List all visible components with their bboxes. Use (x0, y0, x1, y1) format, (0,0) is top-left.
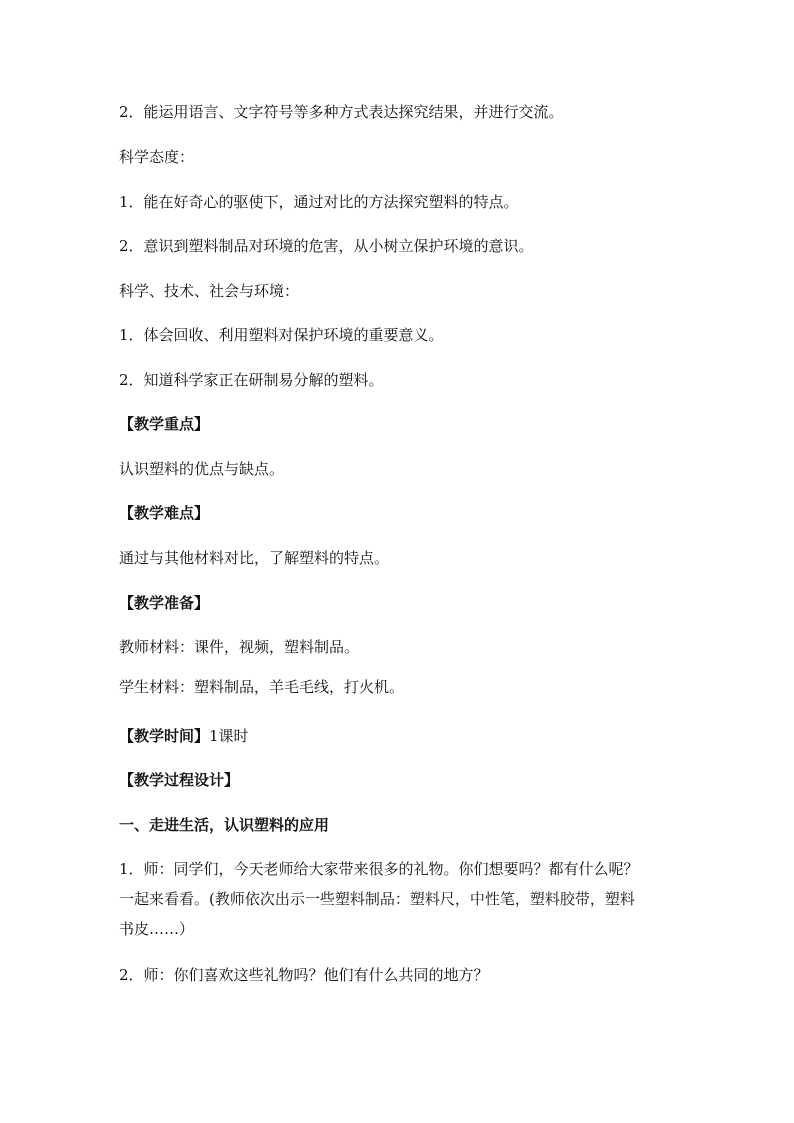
process-design-heading: 【教学过程设计】 (119, 771, 240, 789)
section-1-heading: 一、走进生活，认识塑料的应用 (119, 816, 330, 834)
section-1-item-2: 2．师：你们喜欢这些礼物吗？他们有什么共同的地方？ (119, 966, 489, 984)
stse-item-1: 1．体会回收、利用塑料对保护环境的重要意义。 (119, 326, 444, 344)
teaching-time-row (119, 725, 249, 747)
preparation-heading: 【教学准备】 (119, 594, 210, 612)
stse-heading: 科学、技术、社会与环境： (119, 282, 300, 300)
teacher-materials: 教师材料：课件，视频，塑料制品。 (119, 638, 360, 656)
key-point-text: 认识塑料的优点与缺点。 (119, 460, 285, 478)
teaching-time-heading: 【教学时间】 (119, 727, 210, 745)
student-materials: 学生材料：塑料制品，羊毛毛线，打火机。 (119, 678, 405, 696)
attitude-item-1: 1．能在好奇心的驱使下，通过对比的方法探究塑料的特点。 (119, 193, 519, 211)
teaching-time-value: 1课时 (209, 727, 249, 745)
difficult-point-text: 通过与其他材料对比，了解塑料的特点。 (119, 549, 390, 567)
attitude-item-2: 2．意识到塑料制品对环境的危害，从小树立保护环境的意识。 (119, 237, 534, 255)
section-1-item-1-line-1: 1．师：同学们，今天老师给大家带来很多的礼物。你们想要吗？都有什么呢？ (119, 860, 639, 878)
stse-item-2: 2．知道科学家正在研制易分解的塑料。 (119, 371, 384, 389)
objective-expression-line: 2．能运用语言、文字符号等多种方式表达探究结果，并进行交流。 (119, 103, 564, 121)
key-point-heading: 【教学重点】 (119, 415, 210, 433)
section-1-item-1-line-3: 书皮……） (119, 920, 195, 938)
difficult-point-heading: 【教学难点】 (119, 504, 210, 522)
section-1-item-1-line-2: 一起来看看。(教师依次出示一些塑料制品：塑料尺，中性笔，塑料胶带，塑料 (119, 890, 635, 908)
science-attitude-heading: 科学态度： (119, 148, 195, 166)
